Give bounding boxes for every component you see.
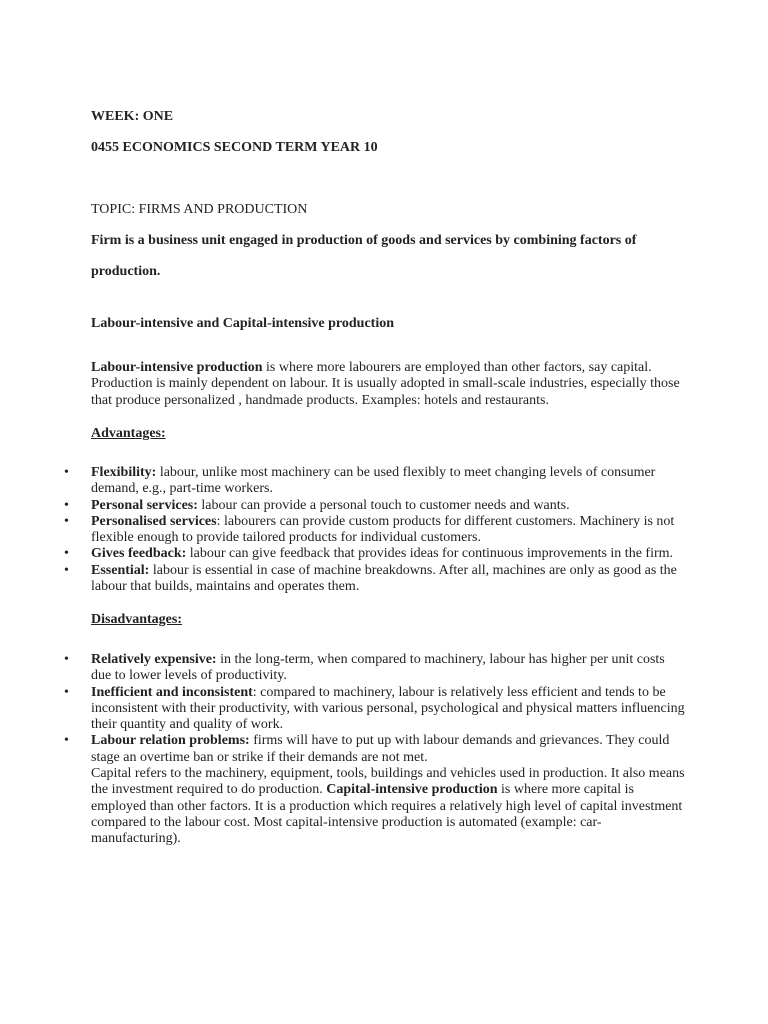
capital-definition-text: Capital refers to the machinery, equipment, tools, buildings and vehicles used in production. It also means the investment required to do production. <box>91 766 685 798</box>
capital-intensive-text: is where more capital is employed than other factors. It is a production which requires a relatively high level of capital investment compared to the labour cost. Most capital-intensive production is automated (example: car-manufacturing). <box>91 782 683 847</box>
item-term: Inefficient and inconsistent <box>91 684 253 700</box>
section-heading: Labour-intensive and Capital-intensive production <box>91 316 394 331</box>
capital-intensive-term: Capital-intensive production <box>326 782 498 798</box>
list-item <box>0 465 686 498</box>
list-item <box>0 733 686 847</box>
disadvantages-list <box>0 652 690 848</box>
list-item <box>0 652 686 685</box>
advantages-heading: Advantages: <box>91 426 166 441</box>
item-text: labour, unlike most machinery can be used flexibly to meet changing levels of consumer demand, e.g., part-time workers. <box>91 465 656 497</box>
labour-intensive-text: is where more labourers are employed than other factors, say capital. Production is mainly dependent on labour. It is usually adopted in small-scale industries, especially those that produce personalized , handmade products. Examples: hotels and restaurants. <box>91 360 680 408</box>
list-item <box>0 498 686 514</box>
list-item <box>0 685 686 734</box>
item-text: : labourers can provide custom products for different customers. Machinery is not flexible enough to provide tailored products for individual customers. <box>91 513 675 546</box>
topic-title: TOPIC: FIRMS AND PRODUCTION <box>91 202 308 217</box>
firm-definition-line2: production. <box>91 264 161 279</box>
item-text: in the long-term, when compared to machinery, labour has higher per unit costs due to lower levels of productivity. <box>91 652 665 684</box>
labour-intensive-term: Labour-intensive production <box>91 360 263 375</box>
disadvantages-heading: Disadvantages: <box>91 612 183 627</box>
item-term: Relatively expensive: <box>91 652 217 667</box>
list-item <box>0 563 686 596</box>
list-item <box>0 514 686 547</box>
week-label: WEEK: ONE <box>91 109 174 124</box>
list-item <box>0 546 686 562</box>
item-text: labour can give feedback that provides ideas for continuous improvements in the firm. <box>186 546 674 562</box>
item-term: Personalised services <box>91 513 217 529</box>
course-title: 0455 ECONOMICS SECOND TERM YEAR 10 <box>91 140 378 155</box>
item-term: Essential: <box>91 562 150 578</box>
item-text: labour is essential in case of machine breakdowns. After all, machines are only as good as the labour that builds, maintains and operates them. <box>91 562 677 595</box>
item-term: Flexibility: <box>91 465 157 480</box>
advantages-list <box>0 465 690 595</box>
item-text: labour can provide a personal touch to customer needs and wants. <box>197 497 570 513</box>
item-text: : compared to machinery, labour is relatively less efficient and tends to be inconsistent with their productivity, with various personal, psychological and physical matters influencing their quantity and quality of work. <box>91 684 685 733</box>
item-term: Personal services: <box>91 497 198 513</box>
item-term: Labour relation problems: <box>91 733 250 749</box>
item-text: firms will have to put up with labour demands and grievances. They could stage an overtime ban or strike if their demands are not met. <box>91 733 670 765</box>
labour-intensive-paragraph <box>91 360 686 409</box>
firm-definition-line1: Firm is a business unit engaged in production of goods and services by combining factors of <box>91 233 637 248</box>
item-term: Gives feedback: <box>91 546 187 562</box>
